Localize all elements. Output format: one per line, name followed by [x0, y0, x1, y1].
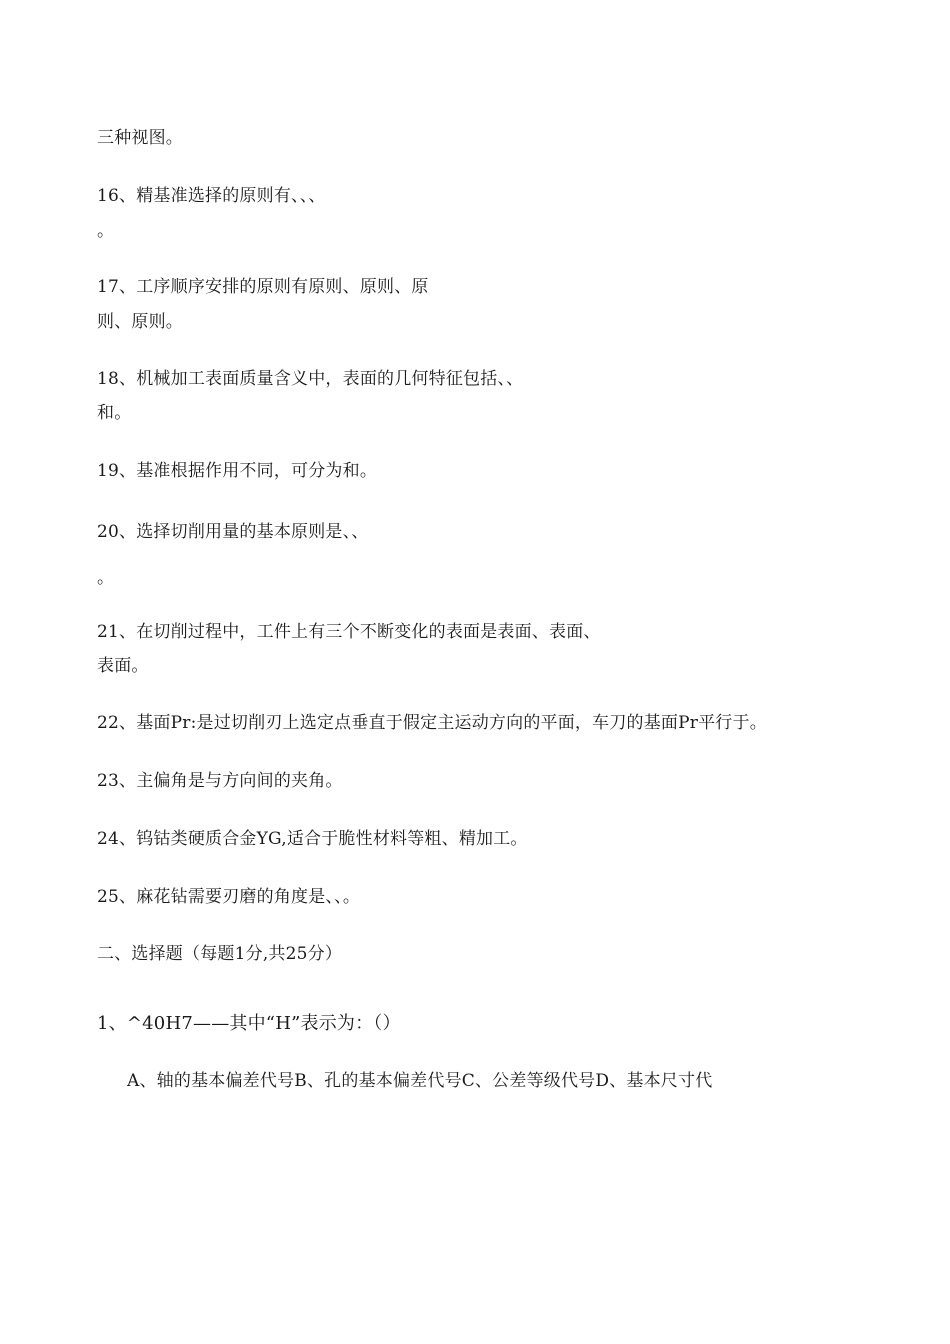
- choice-question-1: 1、^40H7——其中“H”表示为：（）: [97, 1013, 401, 1034]
- question-21: 21、在切削过程中，工件上有三个不断变化的表面是表面、表面、: [97, 622, 601, 642]
- question-17: 17、工序顺序安排的原则有原则、原则、原: [97, 277, 429, 297]
- question-20: 20、选择切削用量的基本原则是、、: [97, 522, 369, 542]
- question-18-continuation: 和。: [97, 403, 132, 423]
- question-22: 22、基面Pr:是过切削刃上选定点垂直于假定主运动方向的平面，车刀的基面Pr平行于。: [97, 713, 767, 733]
- text-line-views: 三种视图。: [97, 128, 183, 148]
- question-24: 24、钨钴类硬质合金YG,适合于脆性材料等粗、精加工。: [97, 829, 528, 849]
- question-23: 23、主偏角是与方向间的夹角。: [97, 771, 343, 791]
- question-20-continuation: 。: [97, 568, 115, 588]
- section-heading-multiple-choice: 二、选择题（每题1分,共25分）: [97, 944, 343, 964]
- choice-question-1-options: A、轴的基本偏差代号B、孔的基本偏差代号C、公差等级代号D、基本尺寸代: [127, 1071, 713, 1091]
- question-19: 19、基准根据作用不同，可分为和。: [97, 461, 378, 481]
- question-16-continuation: 。: [97, 221, 115, 241]
- question-18: 18、机械加工表面质量含义中，表面的几何特征包括、、: [97, 369, 524, 389]
- question-25: 25、麻花钻需要刃磨的角度是、、。: [97, 887, 361, 907]
- question-16: 16、精基准选择的原则有、、、: [97, 186, 326, 206]
- question-17-continuation: 则、原则。: [97, 312, 183, 332]
- question-21-continuation: 表面。: [97, 656, 149, 676]
